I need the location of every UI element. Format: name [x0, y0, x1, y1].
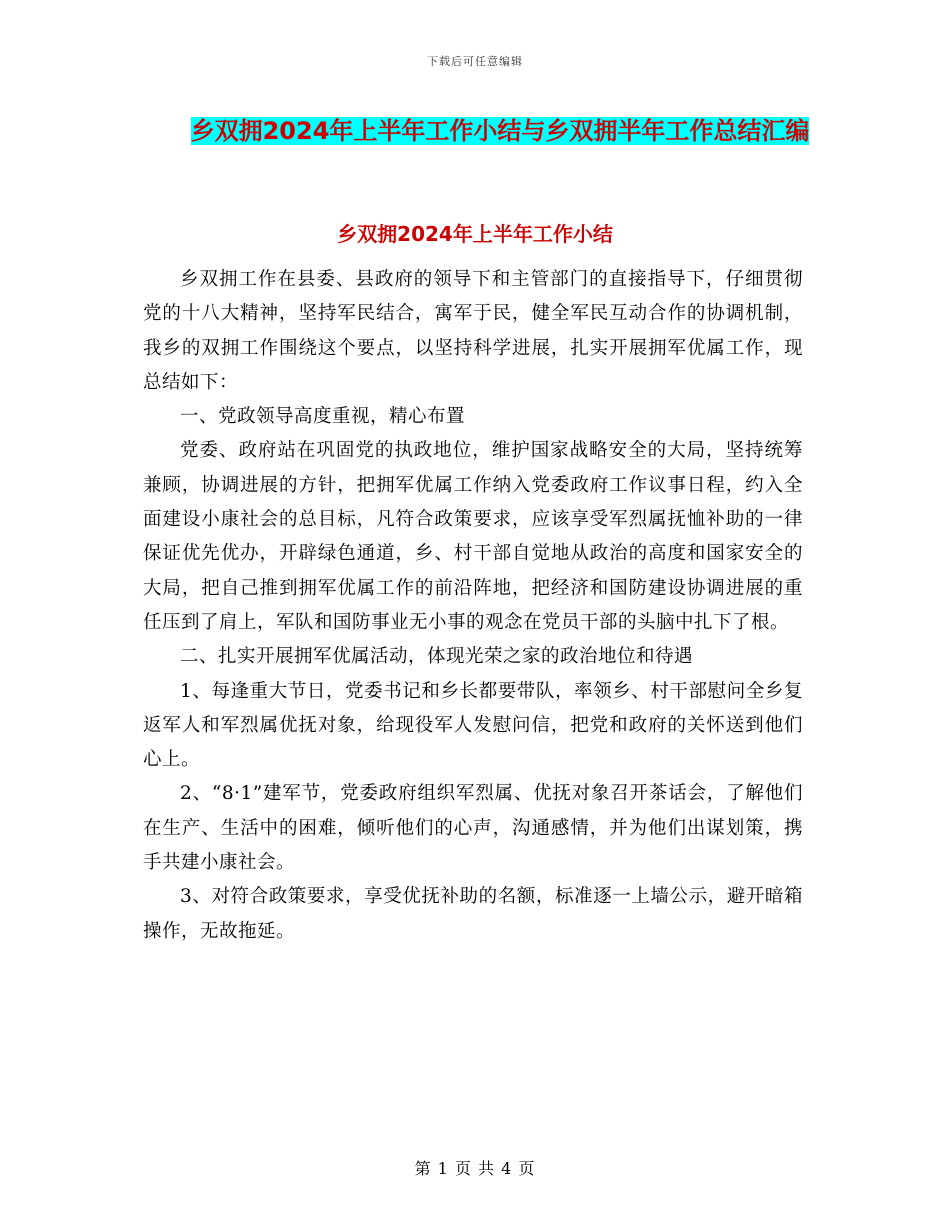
paragraph: 乡双拥工作在县委、县政府的领导下和主管部门的直接指导下，仔细贯彻党的十八大精神，坚持军民结合，寓军于民，健全军民互动合作的协调机制，我乡的双拥工作围绕这个要点，以坚持科学进展，扎实开展拥军优属工作，现总结如下：: [143, 269, 803, 393]
document-title-text: 乡双拥2024年上半年工作小结与乡双拥半年工作总结汇编: [190, 117, 810, 145]
paragraph: 1、每逢重大节日，党委书记和乡长都要带队，率领乡、村干部慰问全乡复返军人和军烈属优抚对象，给现役军人发慰问信，把党和政府的关怀送到他们心上。: [143, 680, 803, 771]
header-note: 下载后可任意编辑: [427, 55, 523, 68]
document-title: [140, 110, 860, 152]
section-heading: 一、党政领导高度重视，精心布置: [180, 406, 466, 428]
document-body: [143, 263, 803, 949]
paragraph: 2、“8·1”建军节，党委政府组织军烈属、优抚对象召开茶话会，了解他们在生产、生活中的困难，倾听他们的心声，沟通感情，并为他们出谋划策，携手共建小康社会。: [143, 783, 803, 874]
section-title: 乡双拥2024年上半年工作小结: [337, 222, 613, 246]
page-footer: 第 1 页 共 4 页: [414, 1159, 536, 1178]
paragraph: 3、对符合政策要求，享受优抚补助的名额，标准逐一上墙公示，避开暗箱操作，无故拖延。: [143, 886, 803, 942]
paragraph: 党委、政府站在巩固党的执政地位，维护国家战略安全的大局，坚持统筹兼顾，协调进展的方针，把拥军优属工作纳入党委政府工作议事日程，约入全面建设小康社会的总目标，凡符合政策要求，应该享受军烈属抚恤补助的一律保证优先优办，开辟绿色通道，乡、村干部自觉地从政治的高度和国家安全的大局，把自己推到拥军优属工作的前沿阵地，把经济和国防建设协调进展的重任压到了肩上，军队和国防事业无小事的观念在党员干部的头脑中扎下了根。: [143, 440, 803, 633]
section-heading: 二、扎实开展拥军优属活动，体现光荣之家的政治地位和待遇: [180, 646, 694, 668]
